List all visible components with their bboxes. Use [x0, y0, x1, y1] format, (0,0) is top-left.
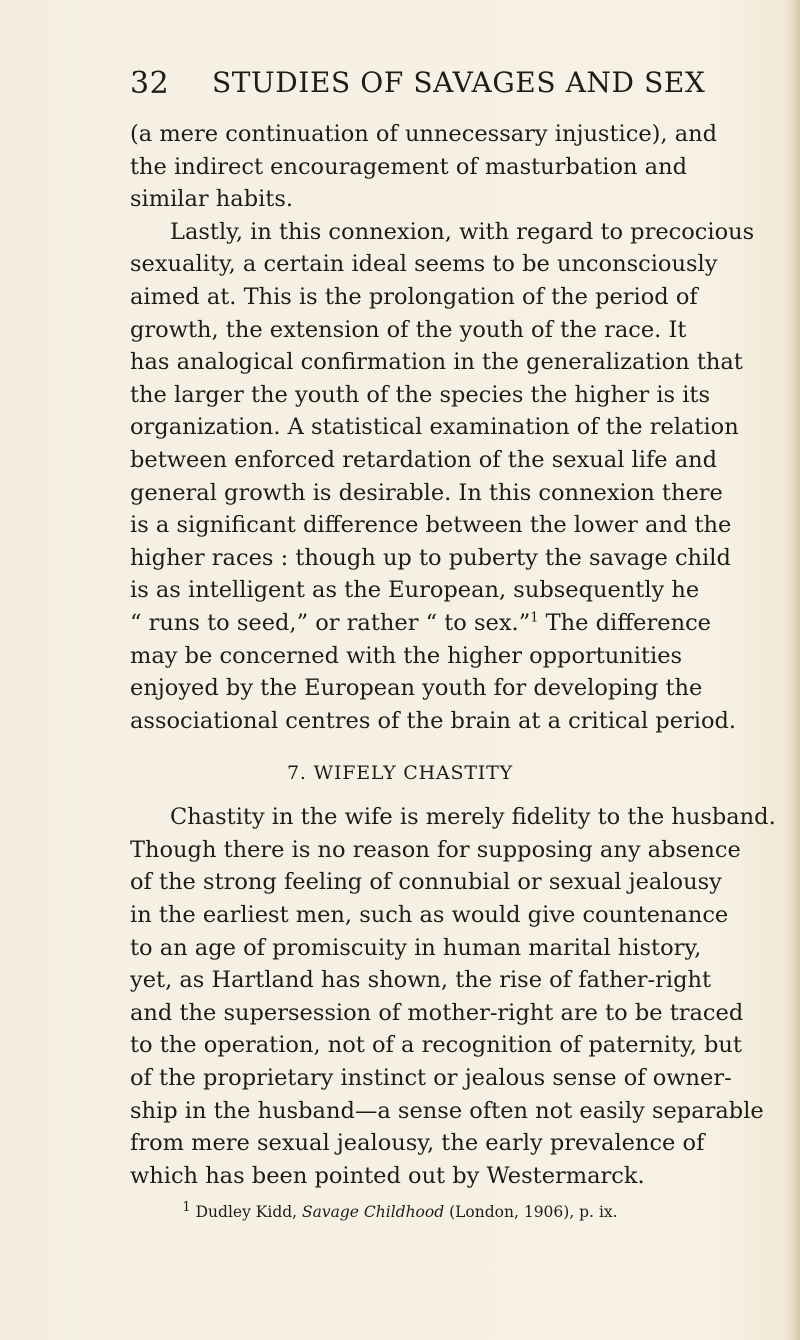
page-number: 32 — [130, 66, 170, 101]
text-line: the indirect encouragement of masturbation and — [130, 153, 687, 180]
text-line: from mere sexual jealousy, the early prevalence of — [130, 1130, 705, 1157]
text-line: ship in the husband—a sense often not easily separable — [130, 1097, 764, 1124]
text-line: Chastity in the wife is merely fidelity to the husband. — [170, 804, 776, 831]
text-line: which has been pointed out by Westermarck. — [130, 1162, 645, 1189]
text-line: Lastly, in this connexion, with regard to precocious — [170, 218, 755, 245]
text-line: in the earliest men, such as would give countenance — [130, 902, 729, 929]
text-line: between enforced retardation of the sexual life and — [130, 446, 718, 473]
paragraph — [130, 216, 755, 738]
text-line: enjoyed by the European youth for developing the — [130, 675, 703, 702]
text-line-footnote-ref — [130, 607, 711, 640]
line-text: “ runs to seed,” or rather “ to sex.” — [130, 609, 531, 636]
footnote-title: Savage Childhood — [302, 1203, 445, 1222]
text-line: may be concerned with the higher opportunities — [130, 642, 683, 669]
line-text-tail: The difference — [538, 609, 711, 636]
text-line: higher races : though up to puberty the savage child — [130, 544, 731, 571]
text-line: is a significant difference between the lower and the — [130, 512, 732, 539]
paragraph — [130, 801, 776, 1192]
footnote-marker: 1 — [530, 610, 539, 626]
text-line: of the strong feeling of connubial or sexual jealousy — [130, 869, 722, 896]
text-line: sexuality, a certain ideal seems to be unconsciously — [130, 251, 718, 278]
text-line: the larger the youth of the species the higher is its — [130, 381, 711, 408]
footnote-author: Dudley Kidd, — [190, 1203, 303, 1222]
text-line: and the supersession of mother-right are to be traced — [130, 999, 744, 1026]
text-line: similar habits. — [130, 186, 294, 213]
text-line: of the proprietary instinct or jealous sense of owner- — [130, 1065, 732, 1092]
text-line: to the operation, not of a recognition of paternity, but — [130, 1032, 742, 1059]
footnote — [130, 1200, 670, 1224]
text-line: associational centres of the brain at a critical period. — [130, 707, 737, 734]
paragraph — [130, 118, 718, 216]
text-line: organization. A statistical examination of the relation — [130, 414, 739, 441]
footnote-number: 1 — [182, 1200, 191, 1216]
body-text — [130, 118, 776, 1224]
running-title: STUDIES OF SAVAGES AND SEX — [212, 66, 706, 99]
text-line: is as intelligent as the European, subsequently he — [130, 577, 700, 604]
text-line: has analogical confirmation in the generalization that — [130, 349, 743, 376]
text-line: yet, as Hartland has shown, the rise of father-right — [130, 967, 712, 994]
text-line: general growth is desirable. In this connexion there — [130, 479, 723, 506]
text-line: aimed at. This is the prolongation of the period of — [130, 283, 698, 310]
section-heading: 7. WIFELY CHASTITY — [287, 762, 513, 785]
text-line: Though there is no reason for supposing any absence — [130, 836, 741, 863]
text-line: (a mere continuation of unnecessary injustice), and — [130, 121, 718, 147]
running-head — [130, 66, 706, 106]
text-line: to an age of promiscuity in human marital history, — [130, 934, 702, 961]
page-edge-shadow — [786, 0, 800, 1340]
footnote-citation: (London, 1906), p. ix. — [444, 1203, 618, 1222]
text-line: growth, the extension of the youth of the race. It — [130, 316, 687, 343]
